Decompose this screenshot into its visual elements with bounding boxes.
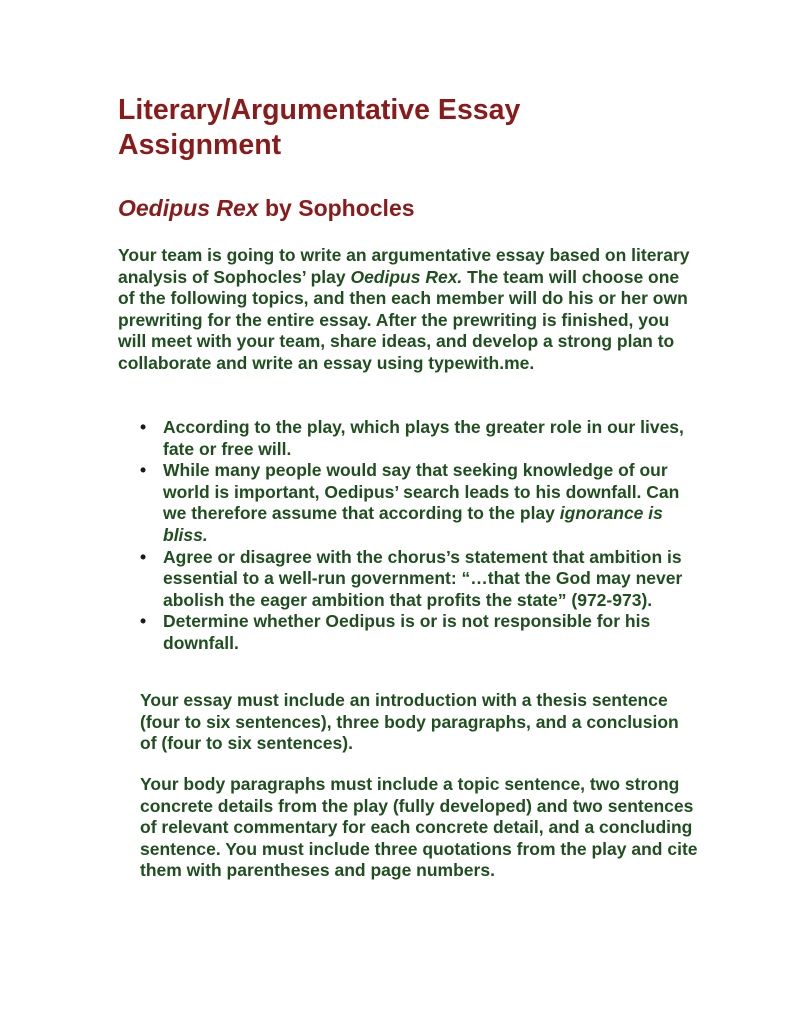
subtitle-work-title: Oedipus Rex [118,195,259,221]
intro-paragraph [118,245,698,375]
topic-list [140,417,700,655]
topic-item-fate-free-will [140,417,700,460]
page-title [118,93,678,163]
topic-item-knowledge [140,460,700,546]
bullet-icon: • [140,460,147,481]
topic-text: Determine whether Oedipus is or is not responsible for his downfall. [163,611,651,653]
topic-text: According to the play, which plays the greater role in our lives, fate or free will. [163,417,684,459]
page-subtitle [118,193,415,223]
intro-text-part-1: Your team is going to write an argumentative essay based on literary analysis of Sophocles’ play [118,245,690,287]
bullet-icon: • [140,546,147,567]
intro-text-part-2: The team will choose one of the following topics, and then each member will do his or her own prewriting for the entire essay. After the prewriting is finished, you will meet with your team, share ideas, and develop a strong plan to collaborate and write an essay using typewith.me. [118,266,688,373]
topic-text: Agree or disagree with the chorus’s statement that ambition is essential to a well-run government: “…that the God may never abolish the eager ambition that profits the state” (972-973). [163,546,683,610]
title-line-2: Assignment [118,129,282,161]
intro-play-title: Oedipus Rex. [350,266,463,287]
body-paragraph-requirements: Your body paragraphs must include a topic sentence, two strong concrete details from the play (fully developed) and two sentences of relevant commentary for each concrete detail, and a concluding sentence. You must include three quotations from the play and cite them with parentheses and page numbers. [140,774,698,881]
topic-item-ambition [140,547,700,612]
bullet-icon: • [140,417,147,437]
bullet-icon: • [140,611,147,632]
topic-item-responsibility [140,611,700,654]
title-line-1: Literary/Argumentative Essay [118,94,521,126]
topic-text: While many people would say that seeking knowledge of our world is important, Oedipus’ search leads to his downfall. Can we therefore assume that according to the play [163,460,680,524]
subtitle-author: by Sophocles [258,195,415,221]
essay-structure-paragraph: Your essay must include an introduction with a thesis sentence (four to six sentences), three body paragraphs, and a conclusion of (four to six sentences). [140,690,679,754]
topic-emphasis: ignorance is bliss. [163,503,663,545]
